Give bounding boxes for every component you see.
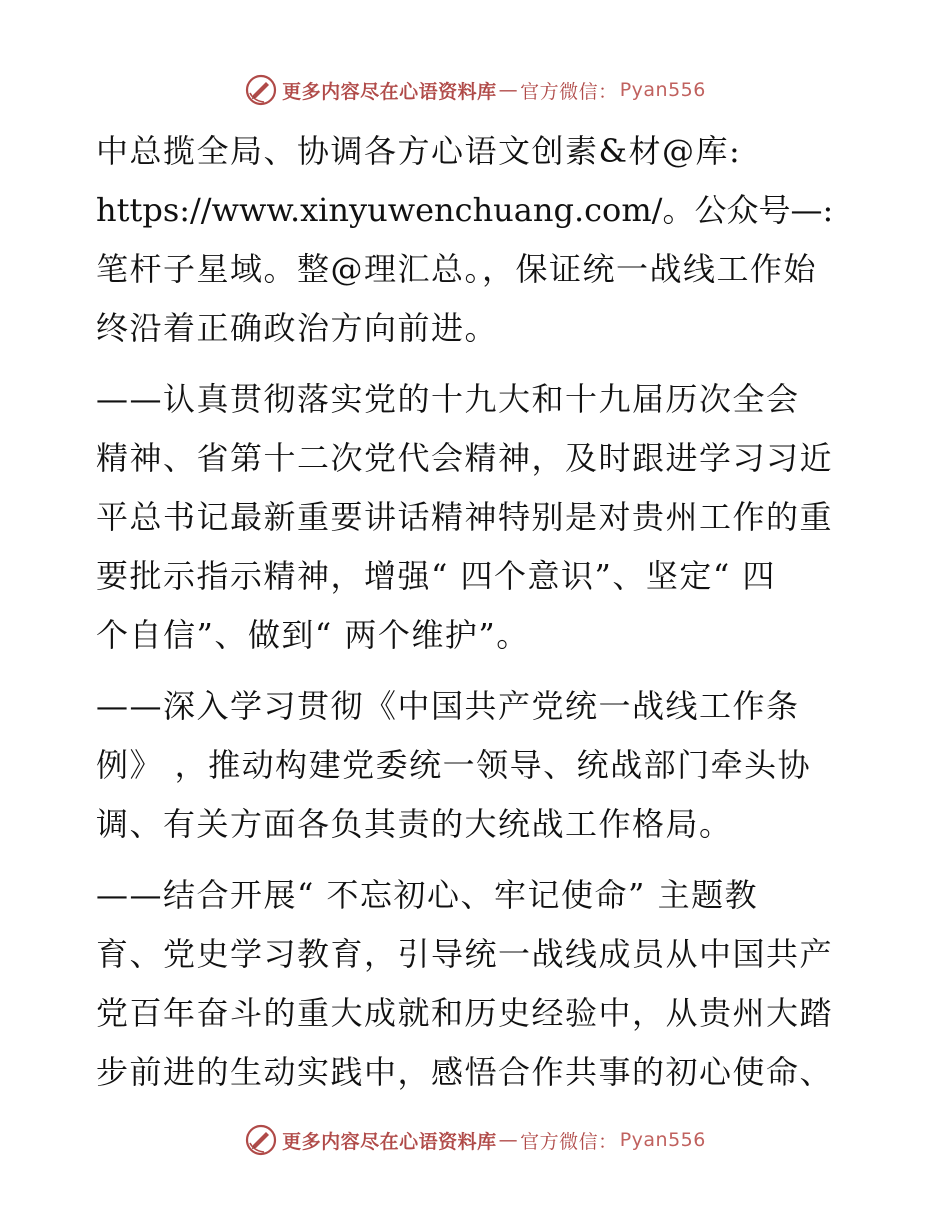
header-banner — [0, 70, 950, 110]
paragraph — [96, 677, 856, 854]
text-line: 个自信”、做到“ 两个维护”。 — [96, 616, 530, 654]
banner-main-text: 更多内容尽在心语资料库 — [282, 1130, 497, 1153]
text-line: 终沿着正确政治方向前进。 — [96, 309, 499, 347]
banner-wechat-id: Pyan556 — [619, 1129, 706, 1151]
text-line: 育、党史学习教育，引导统一战线成员从中国共产 — [96, 935, 834, 973]
text-line: ——认真贯彻落实党的十九大和十九届历次全会 — [96, 380, 800, 418]
banner-dash: — — [498, 79, 519, 101]
text-line: 笔杆子星域。整@理汇总。，保证统一战线工作始 — [96, 250, 818, 288]
text-line: 精神、省第十二次党代会精神，及时跟进学习习近 — [96, 439, 834, 477]
footer-banner — [0, 1120, 950, 1160]
pen-book-logo-icon — [244, 73, 278, 107]
banner-wechat-label: 官方微信： — [520, 80, 618, 103]
text-line: ——结合开展“ 不忘初心、牢记使命” 主题教 — [96, 876, 759, 914]
banner-main-text: 更多内容尽在心语资料库 — [282, 80, 497, 103]
banner-dash: — — [498, 1129, 519, 1151]
pen-book-logo-icon — [244, 1123, 278, 1157]
text-line: ——深入学习贯彻《中国共产党统一战线工作条 — [96, 687, 800, 725]
banner-wechat-label: 官方微信： — [520, 1130, 618, 1153]
text-line: 步前进的生动实践中，感悟合作共事的初心使命、 — [96, 1053, 834, 1091]
text-line: https://www.xinyuwenchuang.com/。公众号—: — [96, 191, 834, 229]
text-line: 要批示指示精神，增强“ 四个意识”、坚定“ 四 — [96, 557, 776, 595]
paragraph — [96, 866, 856, 1102]
banner-wechat-id: Pyan556 — [619, 79, 706, 101]
text-line: 中总揽全局、协调各方心语文创素&材@库: — [96, 132, 742, 170]
text-line: 平总书记最新重要讲话精神特别是对贵州工作的重 — [96, 498, 834, 536]
paragraph — [96, 370, 856, 665]
text-line: 调、有关方面各负其责的大统战工作格局。 — [96, 805, 733, 843]
text-line: 党百年奋斗的重大成就和历史经验中，从贵州大踏 — [96, 994, 834, 1032]
paragraph — [96, 122, 856, 358]
document-body — [96, 122, 856, 1114]
text-line: 例》 ，推动构建党委统一领导、统战部门牵头协 — [96, 746, 812, 784]
